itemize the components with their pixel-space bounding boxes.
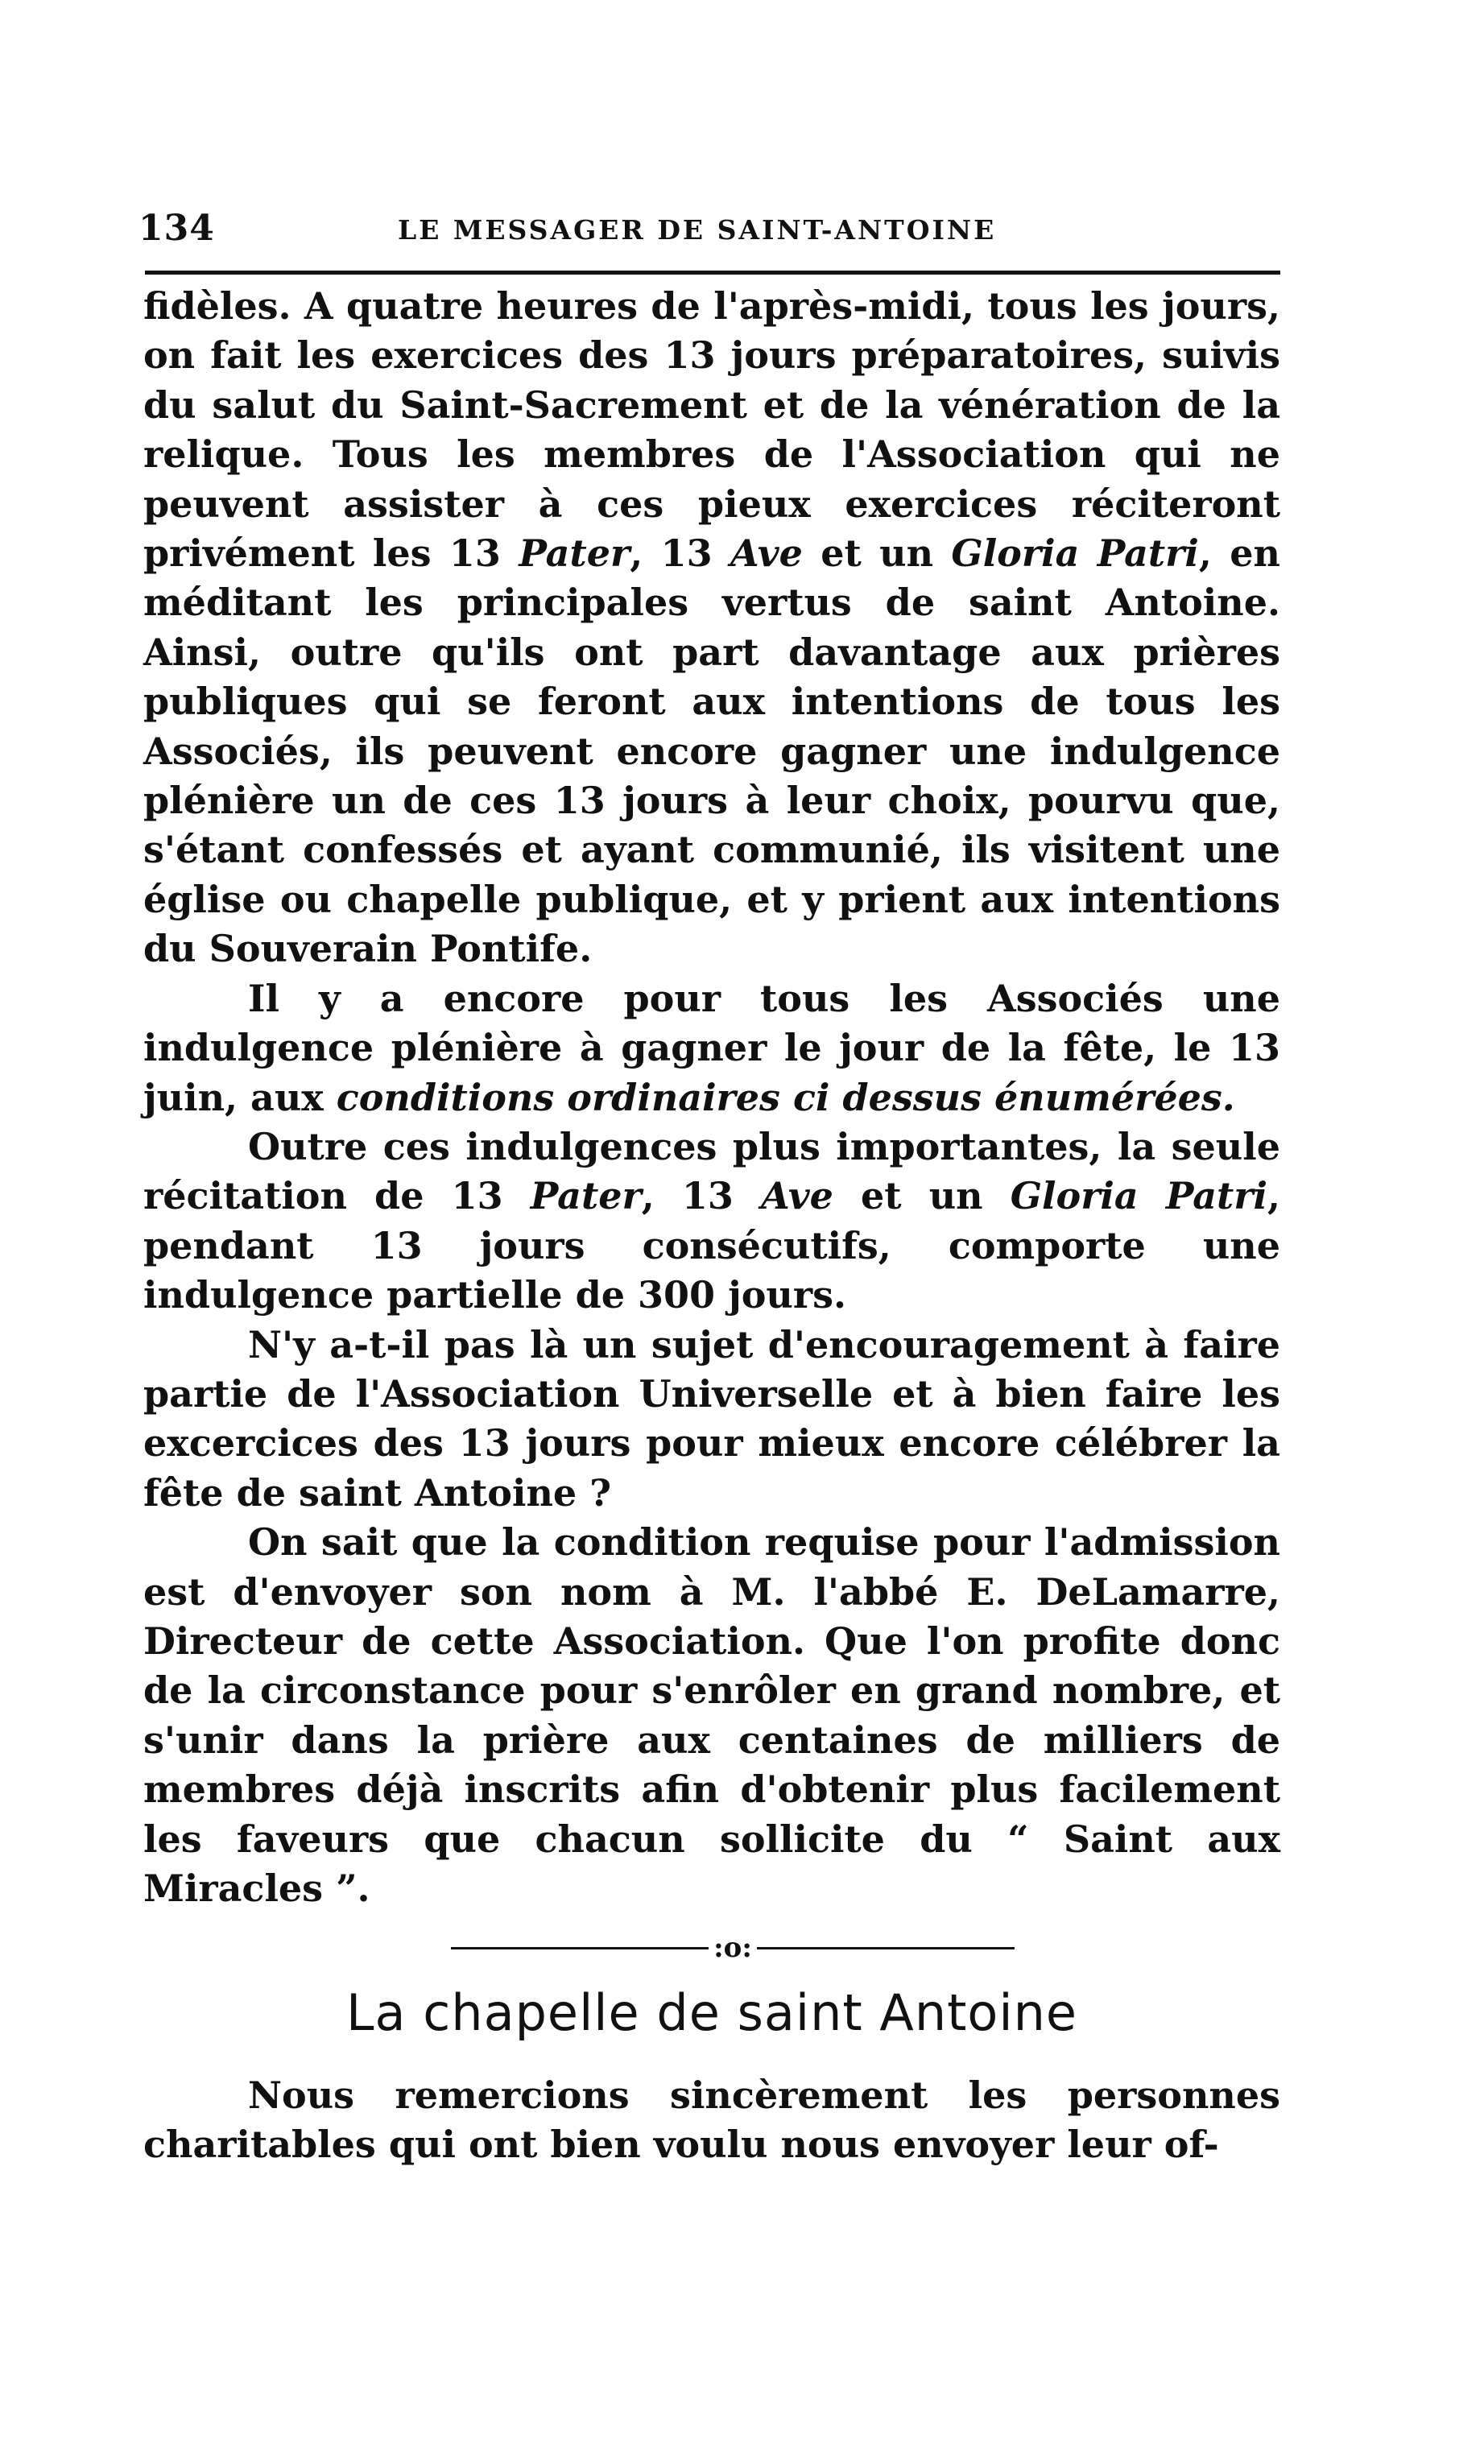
separator-line-right bbox=[757, 1947, 1015, 1949]
page-header bbox=[138, 208, 1282, 256]
text-run: , 13 bbox=[641, 1174, 762, 1218]
separator-line-left bbox=[451, 1947, 709, 1949]
text-run: fidèles. A quatre heures de l'après-midi, tous les jours, on fait les exercices des 13 jours préparatoires, suivis du salut du Saint-Sacrement et de la vénération de la relique. Tous les membres de l'Association qui ne peuvent assister à ces pieux exercices réciteront privément les 13 bbox=[143, 284, 1280, 576]
italic-run: conditions ordinaires ci dessus énumérées. bbox=[336, 1075, 1235, 1119]
text-run: , en méditant les principales vertus de saint Antoine. Ainsi, outre qu'ils ont part davantage aux prières publiques qui se feront aux intentions de tous les Associés, ils peuvent encore gagner une indulgence plénière un de ces 13 jours à leur choix, pourvu que, s'étant confessés et ayant communié, ils visitent une église ou chapelle publique, et y prient aux intentions du Souverain Pontife. bbox=[143, 531, 1280, 971]
italic-run: Pater bbox=[519, 531, 630, 576]
header-rule bbox=[145, 271, 1280, 275]
text-run: et un bbox=[833, 1174, 1011, 1218]
italic-run: Ave bbox=[730, 531, 803, 576]
text-run: , pendant 13 jours consécutifs, comporte une indulgence partielle de 300 jours. bbox=[143, 1174, 1280, 1317]
italic-run: Gloria Patri bbox=[951, 531, 1199, 576]
article-body bbox=[143, 282, 1280, 1913]
text-run: N'y a-t-il pas là un sujet d'encouragement à faire partie de l'Association Universelle et à bien faire les excercices des 13 jours pour mieux encore célébrer la fête de saint Antoine ? bbox=[143, 1322, 1280, 1515]
text-run: Outre ces indulgences plus importantes, la seule récitation de 13 bbox=[143, 1124, 1280, 1218]
section-title: La chapelle de saint Antoine bbox=[345, 1983, 1078, 2042]
section-body bbox=[143, 2071, 1280, 2170]
italic-run: Ave bbox=[761, 1174, 833, 1218]
section-paragraph: Nous remercions sincèrement les personnes charitables qui ont bien voulu nous envoyer leur of- bbox=[143, 2073, 1280, 2167]
running-title: LE MESSAGER DE SAINT-ANTOINE bbox=[398, 214, 997, 246]
text-run: Il y a encore pour tous les Associés une indulgence plénière à gagner le jour de la fête, le 13 juin, aux bbox=[143, 976, 1280, 1119]
body-paragraph bbox=[143, 1122, 1280, 1321]
body-paragraph bbox=[143, 974, 1280, 1122]
text-run: On sait que la condition requise pour l'admission est d'envoyer son nom à M. l'abbé E. DeLamarre, Directeur de cette Association. Que l'on profite donc de la circonstance pour s'enrôler en grand nombre, et s'unir dans la prière aux centaines de milliers de membres déjà inscrits afin d'obtenir plus facilement les faveurs que chacun sollicite du “ Saint aux Miracles ”. bbox=[143, 1520, 1280, 1910]
italic-run: Gloria Patri bbox=[1010, 1174, 1267, 1218]
italic-run: Pater bbox=[530, 1174, 642, 1218]
text-run: et un bbox=[802, 531, 952, 576]
page-number: 134 bbox=[138, 208, 215, 249]
separator-mark: :o: bbox=[713, 1932, 752, 1964]
body-paragraph bbox=[143, 282, 1280, 974]
text-run: , 13 bbox=[630, 531, 731, 576]
body-paragraph bbox=[143, 1518, 1280, 1913]
section-separator bbox=[451, 1934, 1015, 1962]
body-paragraph bbox=[143, 1321, 1280, 1519]
